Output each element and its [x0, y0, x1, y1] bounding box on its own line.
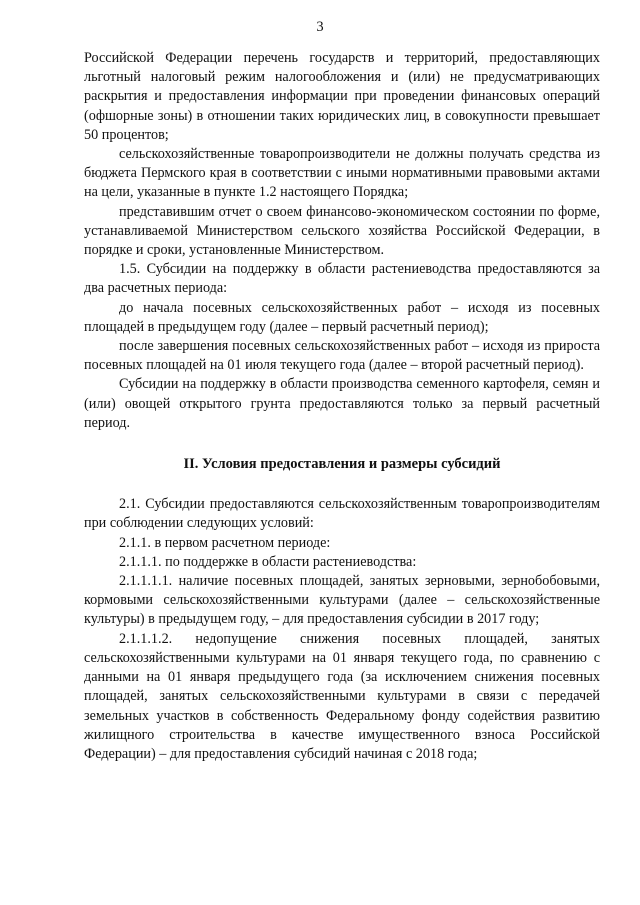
paragraph: 2.1.1.1.2. недопущение снижения посевных площадей, занятых сельскохозяйственными культурами на 01 января текущего года, по сравнению с данными на 01 января предыдущего года (за исключением снижения посевных площадей, занятых сельскохозяйственными культурами в связи с передачей земельных участков в собственность Федеральному фонду содействия развитию жилищного строительства в качестве имущественного взноса Российской Федерации) – для предоставления субсидий начиная с 2018 года;	[84, 630, 600, 762]
paragraph: 2.1. Субсидии предоставляются сельскохозяйственным товаропроизводителям при соблюдении следующих условий:	[84, 496, 600, 532]
paragraph: 2.1.1.1.1. наличие посевных площадей, занятых зерновыми, зернобобовыми, кормовыми сельскохозяйственными культурами (далее – сельскохозяйственные культуры) в предыдущем году, – для предоставления субсидии в 2017 году;	[84, 573, 600, 628]
section-heading: II. Условия предоставления и размеры субсидий	[183, 456, 501, 473]
paragraph: до начала посевных сельскохозяйственных работ – исходя из посевных площадей в предыдущем году (далее – первый расчетный период);	[84, 299, 600, 335]
paragraph: после завершения посевных сельскохозяйственных работ – исходя из прироста посевных площадей на 01 июля текущего года (далее – второй расчетный период).	[84, 338, 600, 374]
paragraph: представившим отчет о своем финансово-экономическом состоянии по форме, устанавливаемой Министерством сельского хозяйства Российской Федерации, в порядке и сроки, установленные Министерством.	[84, 203, 600, 259]
document-body	[84, 49, 600, 764]
paragraph: сельскохозяйственные товаропроизводители не должны получать средства из бюджета Пермского края в соответствии с иными нормативными правовыми актами на цели, указанные в пункте 1.2 настоящего Порядка;	[84, 146, 600, 201]
page-number: 3	[316, 19, 324, 35]
paragraph: 2.1.1.1. по поддержке в области растениеводства:	[119, 553, 417, 570]
paragraph: Субсидии на поддержку в области производства семенного картофеля, семян и (или) овощей открытого грунта предоставляются только за первый расчетный период.	[84, 376, 600, 431]
paragraph: 2.1.1. в первом расчетном периоде:	[119, 534, 331, 551]
paragraph: Российской Федерации перечень государств и территорий, предоставляющих льготный налоговый режим налогообложения и (или) не предусматривающих раскрытия и предоставления информации при проведении финансовых операций (офшорные зоны) в отношении таких юридических лиц, в совокупности превышает 50 процентов;	[84, 50, 600, 143]
paragraph: 1.5. Субсидии на поддержку в области растениеводства предоставляются за два расчетных периода:	[84, 261, 600, 297]
